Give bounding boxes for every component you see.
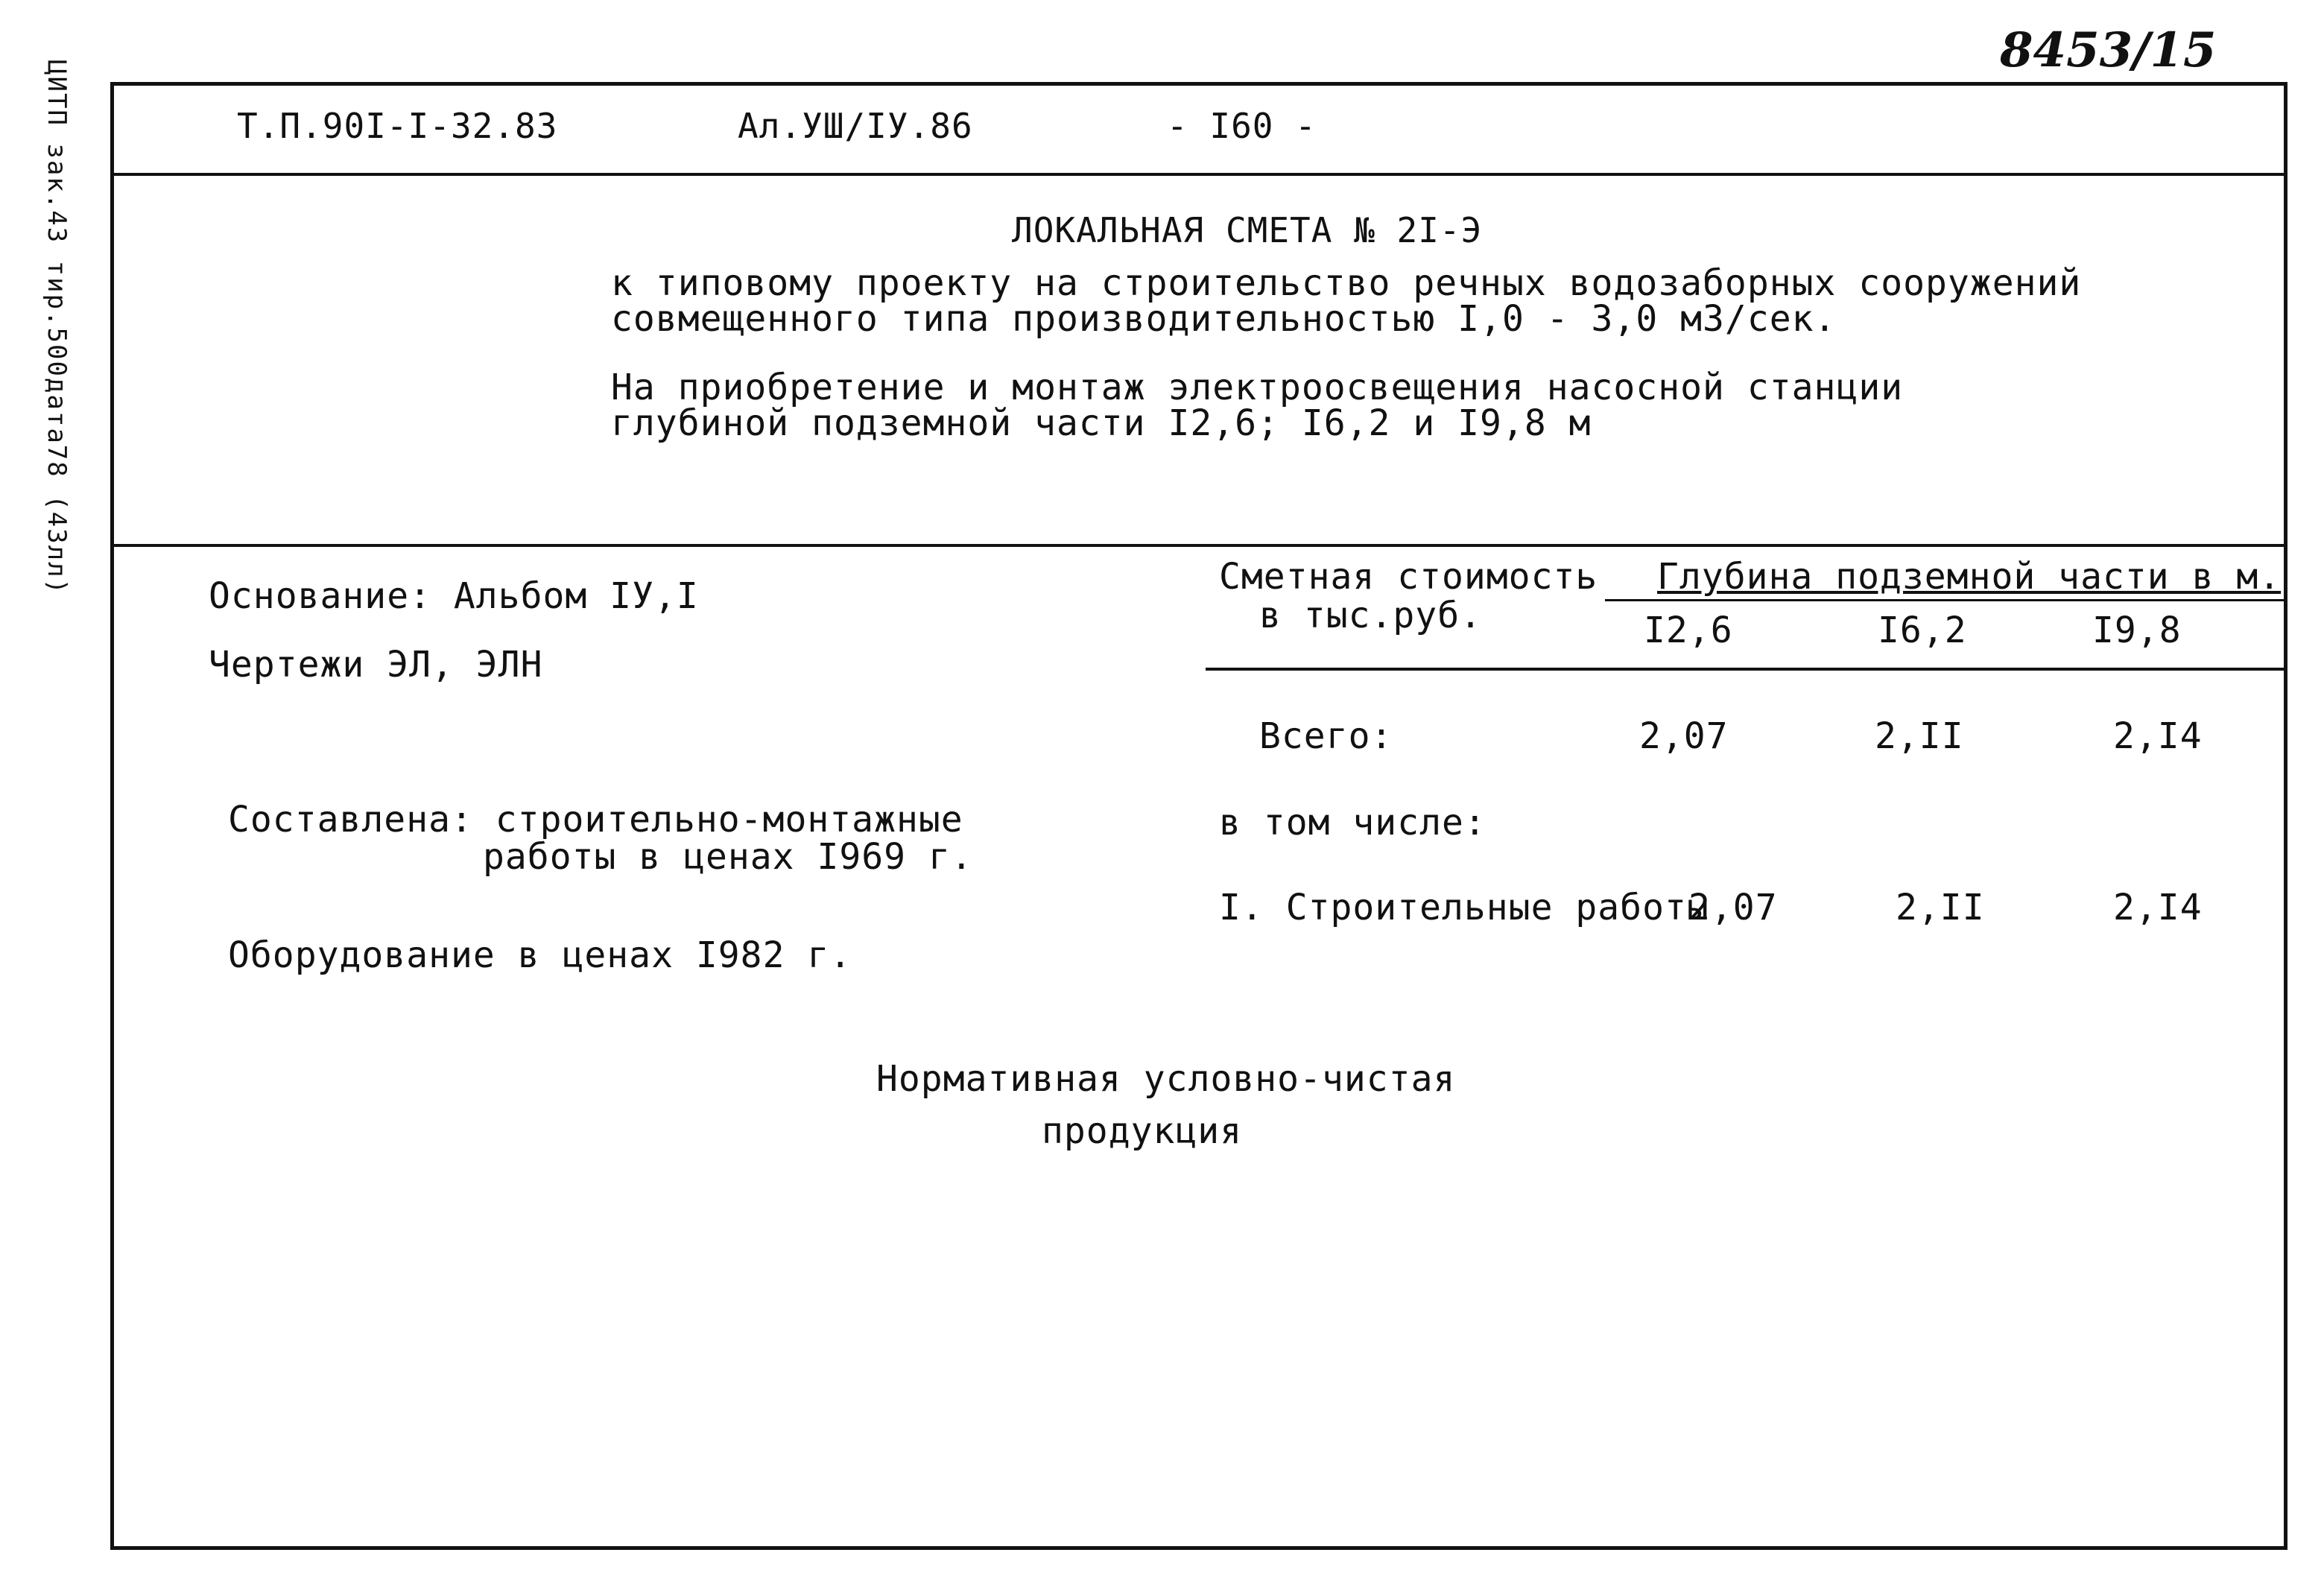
depth-header-rule	[1605, 599, 2287, 601]
table-header-divider	[1206, 668, 2287, 671]
table-row-label: в том числе:	[1219, 802, 1486, 843]
table-row-label: I. Строительные работы	[1219, 887, 1709, 928]
header-divider	[114, 173, 2284, 176]
table-cell: 2,II	[1896, 887, 1985, 928]
stamp-number: 8453/15	[2000, 22, 2217, 78]
equipment-text: Оборудование в ценах I982 г.	[228, 934, 852, 976]
margin-note: ЦИТП зак.43 тир.500дата78 (43лл)	[42, 60, 72, 596]
drawings-text: Чертежи ЭЛ, ЭЛН	[209, 644, 543, 686]
table-cell: 2,I4	[2113, 715, 2203, 757]
compiled-text: Составлена: строительно-монтажные	[228, 799, 963, 841]
depth-header: Глубина подземной части в м.	[1657, 556, 2282, 598]
column-header-3: I9,8	[2092, 610, 2182, 651]
page-number: - I60 -	[1167, 106, 1317, 146]
title-divider	[114, 544, 2284, 547]
document-code: Т.П.90I-I-32.83	[237, 106, 558, 146]
table-cell: 2,07	[1688, 887, 1778, 928]
title-line-2: совмещенного типа производительностью I,0 - 3,0 м3/сек.	[611, 298, 1837, 340]
basis-text: Основание: Альбом IУ,I	[209, 575, 699, 617]
table-cell: 2,II	[1875, 715, 1964, 757]
estimate-heading: ЛОКАЛЬНАЯ СМЕТА № 2I-Э	[1012, 210, 1483, 250]
footer-line-2: продукция	[1042, 1110, 1243, 1152]
album-code: Ал.УШ/IУ.86	[738, 106, 973, 146]
table-row-label: Всего:	[1259, 715, 1393, 757]
footer-line-1: Нормативная условно-чистая	[876, 1058, 1456, 1100]
cost-unit-label: в тыс.руб.	[1259, 595, 1482, 636]
title-line-1: к типовому проекту на строительство речных водозаборных сооружений	[611, 262, 2082, 304]
column-header-1: I2,6	[1644, 610, 1733, 651]
column-header-2: I6,2	[1878, 610, 1967, 651]
table-cell: 2,I4	[2113, 887, 2203, 928]
title-line-3: На приобретение и монтаж электроосвещения насосной станции	[611, 367, 1904, 408]
compiled-text-2: работы в ценах I969 г.	[483, 836, 973, 878]
title-line-4: глубиной подземной части I2,6; I6,2 и I9,8 м	[611, 402, 1592, 444]
cost-label: Сметная стоимость	[1219, 556, 1598, 598]
table-cell: 2,07	[1639, 715, 1729, 757]
